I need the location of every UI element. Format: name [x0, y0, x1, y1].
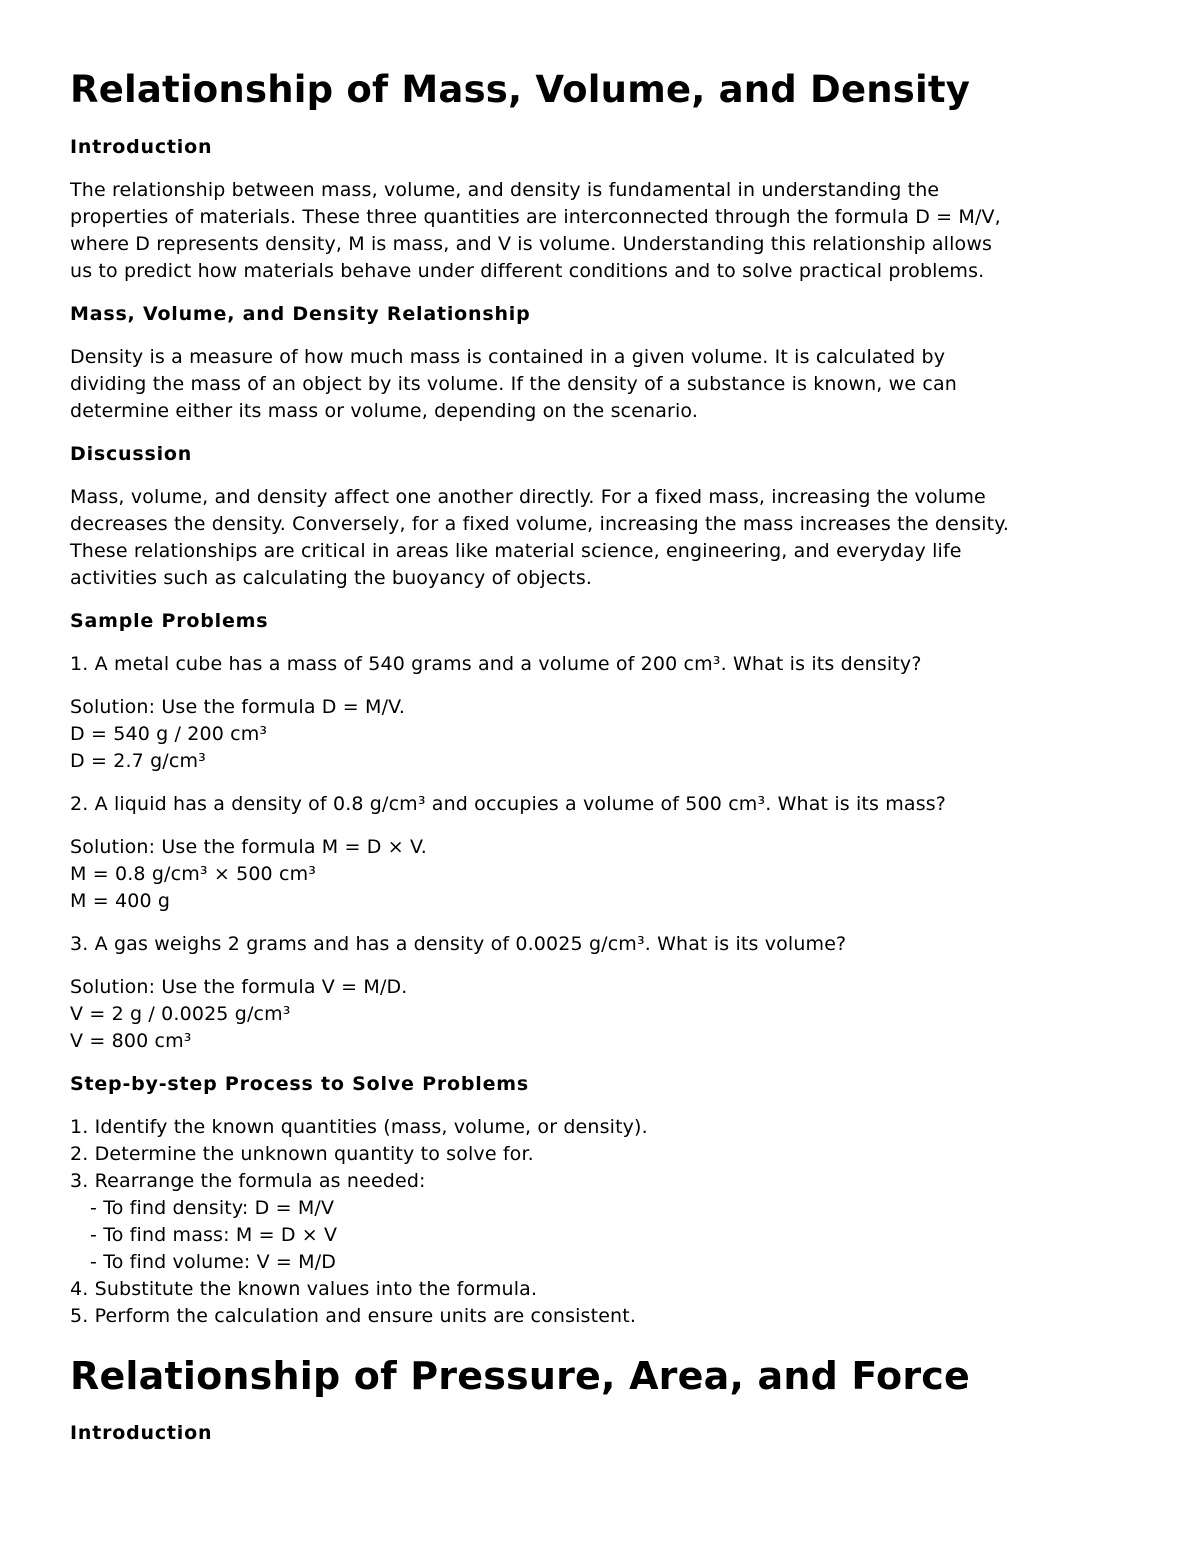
- discussion-line: These relationships are critical in areas like material science, engineering, and everyday life: [70, 540, 962, 562]
- solution-2: [70, 834, 1150, 915]
- step-subitem: - To find volume: V = M/D: [90, 1251, 337, 1273]
- relationship-line: Density is a measure of how much mass is contained in a given volume. It is calculated by: [70, 346, 946, 368]
- solution-3: [70, 974, 1150, 1055]
- intro-line: us to predict how materials behave under different conditions and to solve practical problems.: [70, 260, 985, 282]
- step-item: 2. Determine the unknown quantity to solve for.: [70, 1143, 534, 1165]
- relationship-line: dividing the mass of an object by its volume. If the density of a substance is known, we can: [70, 373, 957, 395]
- section2-title: Relationship of Pressure, Area, and Force: [70, 1354, 970, 1398]
- problem-1: 1. A metal cube has a mass of 540 grams and a volume of 200 cm³. What is its density?: [70, 653, 922, 675]
- solution-line: D = 540 g / 200 cm³: [70, 723, 268, 745]
- solution-line: Solution: Use the formula M = D × V.: [70, 836, 427, 858]
- step-subitem: - To find density: D = M/V: [90, 1197, 335, 1219]
- discussion-line: Mass, volume, and density affect one another directly. For a fixed mass, increasing the volume: [70, 486, 986, 508]
- step-item: 4. Substitute the known values into the formula.: [70, 1278, 538, 1300]
- solution-line: D = 2.7 g/cm³: [70, 750, 206, 772]
- intro-line: properties of materials. These three quantities are interconnected through the formula D = M/V,: [70, 206, 1001, 228]
- problem-3: 3. A gas weighs 2 grams and has a density of 0.0025 g/cm³. What is its volume?: [70, 933, 847, 955]
- intro-paragraph: [70, 177, 1150, 285]
- relationship-line: determine either its mass or volume, depending on the scenario.: [70, 400, 699, 422]
- discussion-heading: Discussion: [70, 443, 193, 465]
- problem-2: 2. A liquid has a density of 0.8 g/cm³ and occupies a volume of 500 cm³. What is its mass?: [70, 793, 947, 815]
- step-item: 5. Perform the calculation and ensure units are consistent.: [70, 1305, 637, 1327]
- relationship-heading: Mass, Volume, and Density Relationship: [70, 303, 531, 325]
- section2-intro-heading: Introduction: [70, 1422, 213, 1444]
- solution-line: V = 2 g / 0.0025 g/cm³: [70, 1003, 291, 1025]
- sample-problems-heading: Sample Problems: [70, 610, 269, 632]
- solution-line: Solution: Use the formula V = M/D.: [70, 976, 408, 998]
- step-item: 3. Rearrange the formula as needed:: [70, 1170, 426, 1192]
- section1-title: Relationship of Mass, Volume, and Density: [70, 68, 971, 111]
- document-page: [70, 62, 1150, 1447]
- intro-line: where D represents density, M is mass, and V is volume. Understanding this relationship allows: [70, 233, 993, 255]
- discussion-line: activities such as calculating the buoyancy of objects.: [70, 567, 593, 589]
- solution-line: M = 400 g: [70, 890, 171, 912]
- solution-line: Solution: Use the formula D = M/V.: [70, 696, 406, 718]
- step-subitem: - To find mass: M = D × V: [90, 1224, 338, 1246]
- section1-intro-heading: Introduction: [70, 136, 213, 158]
- solution-line: V = 800 cm³: [70, 1030, 192, 1052]
- relationship-paragraph: [70, 344, 1150, 425]
- intro-line: The relationship between mass, volume, and density is fundamental in understanding the: [70, 179, 940, 201]
- solution-1: [70, 694, 1150, 775]
- discussion-paragraph: [70, 484, 1150, 592]
- discussion-line: decreases the density. Conversely, for a fixed volume, increasing the mass increases the density.: [70, 513, 1010, 535]
- step-item: 1. Identify the known quantities (mass, volume, or density).: [70, 1116, 648, 1138]
- steps-list: [70, 1114, 1150, 1330]
- steps-heading: Step-by-step Process to Solve Problems: [70, 1073, 529, 1095]
- solution-line: M = 0.8 g/cm³ × 500 cm³: [70, 863, 317, 885]
